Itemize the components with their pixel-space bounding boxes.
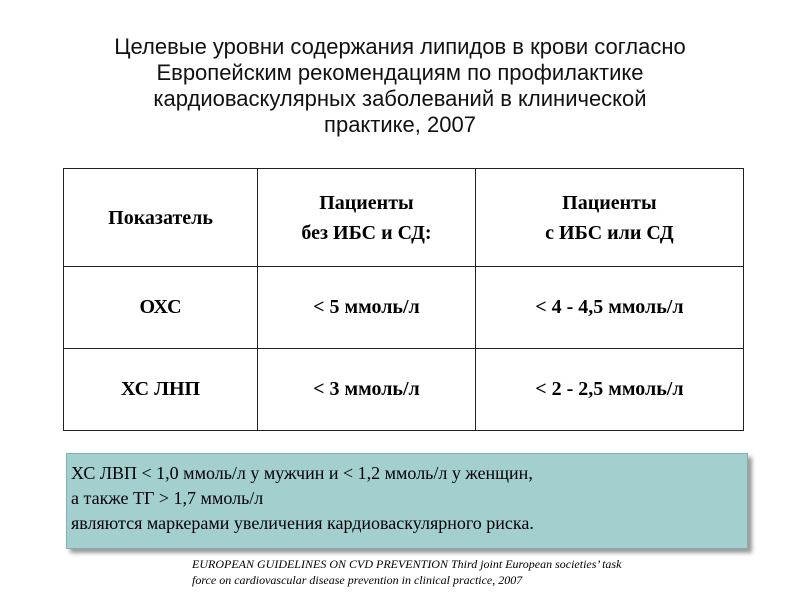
table-row [64,349,744,431]
title-line: практике, 2007 [324,112,476,137]
table-header-row [64,169,744,267]
table-row [64,267,744,349]
citation-line: EUROPEAN GUIDELINES ON CVD PREVENTION Third joint European societies’ task [192,557,622,571]
title-line: Европейским рекомендациям по профилактике [156,60,644,85]
title-line: кардиоваскулярных заболеваний в клинической [153,86,647,111]
header-line: Пациенты [319,191,414,214]
note-line: ХС ЛВП < 1,0 ммоль/л у мужчин и < 1,2 ммоль/л у женщин, [71,463,533,483]
source-citation [192,556,772,588]
header-indicator [64,169,258,267]
note-line: являются маркерами увеличения кардиоваскулярного риска. [71,513,534,533]
table-cell: < 2 - 2,5 ммоль/л [475,349,743,431]
table-cell: ОХС [64,267,258,349]
table-cell: ХС ЛНП [64,349,258,431]
header-line: с ИБС или СД [545,221,674,244]
title-line: Целевые уровни содержания липидов в крови согласно [114,34,686,59]
citation-line: force on cardiovascular disease prevention in clinical practice, 2007 [192,573,523,587]
slide-title [40,34,760,138]
header-indicator-label: Показатель [108,206,213,229]
table-cell: < 5 ммоль/л [258,267,476,349]
lipid-targets-table [63,168,744,431]
table-cell: < 3 ммоль/л [258,349,476,431]
header-patients-without-ihd [258,169,476,267]
header-line: Пациенты [562,191,657,214]
risk-markers-note [66,453,748,549]
header-line: без ИБС и СД: [301,221,432,244]
table-cell: < 4 - 4,5 ммоль/л [475,267,743,349]
note-line: а также ТГ > 1,7 ммоль/л [71,488,264,508]
header-patients-with-ihd [475,169,743,267]
